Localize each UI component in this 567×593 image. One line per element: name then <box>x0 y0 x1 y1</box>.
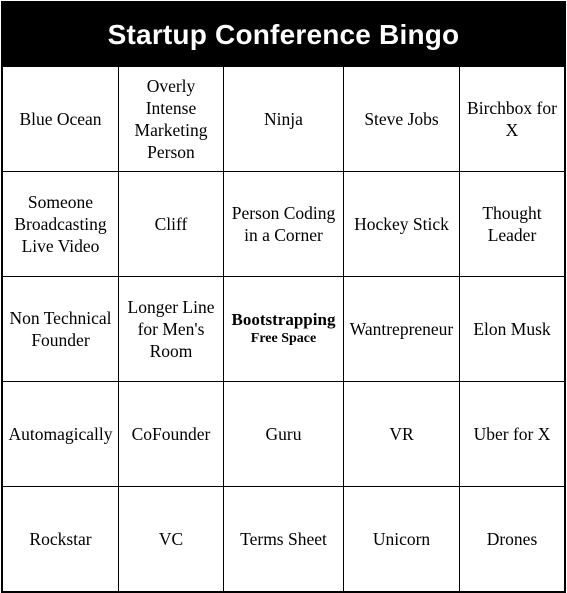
card-title: Startup Conference Bingo <box>3 3 564 67</box>
bingo-cell-label: Ninja <box>264 109 303 129</box>
bingo-cell-free-space[interactable] <box>224 277 344 382</box>
bingo-cell[interactable] <box>224 172 344 277</box>
bingo-grid <box>3 67 564 591</box>
bingo-cell[interactable] <box>460 487 564 591</box>
bingo-cell-label: Overly Intense Marketing Person <box>134 76 208 162</box>
bingo-cell-label: Elon Musk <box>473 319 551 339</box>
bingo-cell-label: Person Coding in a Corner <box>231 203 336 245</box>
bingo-cell-label: Someone Broadcasting Live Video <box>14 192 107 256</box>
bingo-cell-label: Terms Sheet <box>240 529 327 549</box>
bingo-cell-label: Birchbox for X <box>467 98 557 140</box>
bingo-cell[interactable] <box>119 277 224 382</box>
bingo-cell[interactable] <box>3 67 119 172</box>
bingo-cell-label: Uber for X <box>473 424 551 444</box>
bingo-cell[interactable] <box>224 382 344 487</box>
bingo-cell-label: Drones <box>486 529 538 549</box>
bingo-cell[interactable] <box>344 277 460 382</box>
bingo-cell-label: Guru <box>265 424 302 444</box>
bingo-cell[interactable] <box>344 67 460 172</box>
bingo-cell[interactable] <box>119 67 224 172</box>
bingo-cell[interactable] <box>344 172 460 277</box>
bingo-cell[interactable] <box>3 277 119 382</box>
free-space-label: Bootstrapping <box>231 310 336 329</box>
bingo-cell-label: Unicorn <box>372 529 431 549</box>
bingo-cell-label: Longer Line for Men's Room <box>127 297 215 361</box>
bingo-cell-label: Automagically <box>8 424 113 444</box>
bingo-cell[interactable] <box>119 172 224 277</box>
bingo-cell-label: Wantrepreneur <box>349 319 454 339</box>
bingo-cell[interactable] <box>3 382 119 487</box>
bingo-cell-label: Non Technical Founder <box>9 308 112 350</box>
bingo-cell[interactable] <box>119 487 224 591</box>
bingo-cell-label: Thought Leader <box>482 203 542 245</box>
bingo-cell-label: VC <box>158 529 184 549</box>
bingo-cell[interactable] <box>119 382 224 487</box>
bingo-cell[interactable] <box>460 67 564 172</box>
bingo-cell-label: CoFounder <box>131 424 211 444</box>
bingo-cell[interactable] <box>224 67 344 172</box>
bingo-cell[interactable] <box>344 487 460 591</box>
bingo-cell[interactable] <box>460 277 564 382</box>
bingo-cell-label: Blue Ocean <box>19 109 102 129</box>
bingo-cell-label: Rockstar <box>29 529 92 549</box>
bingo-cell[interactable] <box>224 487 344 591</box>
bingo-card <box>1 1 566 593</box>
bingo-cell[interactable] <box>3 487 119 591</box>
bingo-cell-label: Steve Jobs <box>364 109 439 129</box>
bingo-cell-label: VR <box>389 424 414 444</box>
bingo-cell-label: Hockey Stick <box>354 214 449 234</box>
bingo-cell[interactable] <box>460 172 564 277</box>
bingo-cell[interactable] <box>3 172 119 277</box>
bingo-cell[interactable] <box>344 382 460 487</box>
bingo-cell[interactable] <box>460 382 564 487</box>
free-space-caption: Free Space <box>250 331 317 346</box>
bingo-cell-label: Cliff <box>154 214 188 234</box>
